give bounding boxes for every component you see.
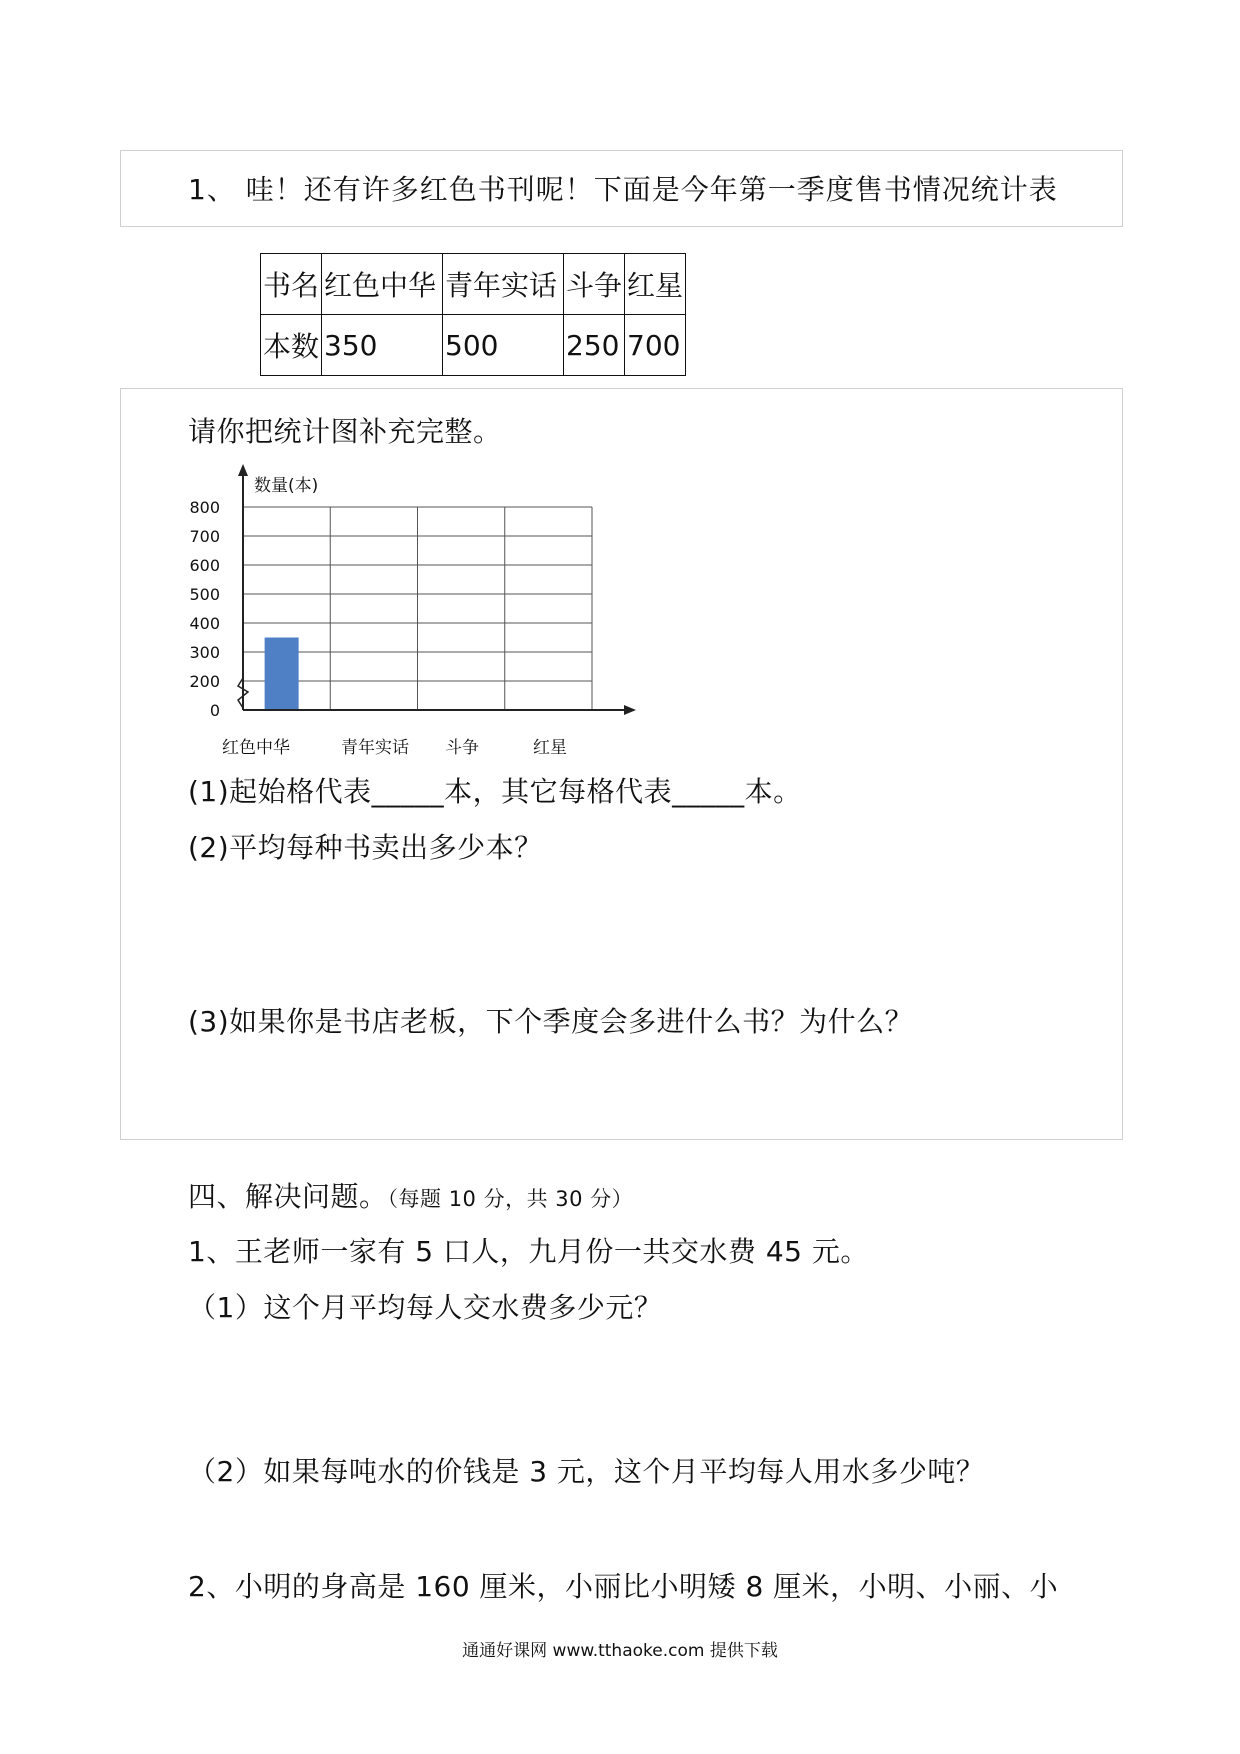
x-axis-arrow-icon	[624, 705, 636, 715]
bar-chart	[180, 460, 660, 760]
footer-text: 通通好课网 www.tthaoke.com 提供下载	[462, 1641, 778, 1661]
table-cell: 书名	[261, 254, 322, 315]
y-tick-label: 700	[189, 527, 220, 546]
y-tick-label: 600	[189, 556, 220, 575]
problem-2: 2、小明的身高是 160 厘米，小丽比小明矮 8 厘米，小明、小丽、小	[188, 1570, 1059, 1603]
q1-title: 1、 哇！还有许多红色书刊呢！下面是今年第一季度售书情况统计表	[188, 173, 1058, 206]
table-cell: 250	[564, 315, 625, 376]
table-row	[261, 315, 686, 376]
book-sales-table	[260, 253, 686, 376]
table-cell: 本数	[261, 315, 322, 376]
section4-heading-text: 四、解决问题。	[188, 1180, 388, 1213]
table-cell: 700	[625, 315, 686, 376]
table-row	[261, 254, 686, 315]
x-category-label: 红色中华	[222, 738, 290, 758]
table-cell: 红星	[625, 254, 686, 315]
table-cell: 350	[322, 315, 443, 376]
section4-heading-note: （每题 10 分，共 30 分）	[387, 1187, 634, 1211]
problem-1-q1: （1）这个月平均每人交水费多少元？	[188, 1291, 663, 1324]
x-category-label: 斗争	[445, 738, 479, 758]
table-cell: 红色中华	[322, 254, 443, 315]
y-tick-label: 200	[189, 672, 220, 691]
chart-y-ticks	[189, 498, 220, 720]
y-axis-label: 数量(本)	[254, 476, 319, 496]
bar	[265, 638, 299, 711]
chart-bars	[265, 638, 299, 711]
sub-question-1: (1)起始格代表_____本，其它每格代表_____本。	[188, 775, 802, 808]
chart-categories	[222, 737, 567, 758]
section4-heading	[188, 1175, 633, 1215]
x-category-label: 青年实话	[341, 738, 409, 758]
table-cell: 青年实话	[443, 254, 564, 315]
table-cell: 500	[443, 315, 564, 376]
sub-question-2: (2)平均每种书卖出多少本？	[188, 831, 543, 864]
y-tick-label: 800	[189, 498, 220, 517]
y-axis-arrow-icon	[238, 464, 248, 476]
sub-question-3: (3)如果你是书店老板，下个季度会多进什么书？为什么？	[188, 1005, 914, 1038]
x-category-label: 红星	[533, 738, 567, 758]
y-tick-label: 300	[189, 643, 220, 662]
y-tick-label: 500	[189, 585, 220, 604]
chart-instruction: 请你把统计图补充完整。	[188, 415, 502, 448]
table-cell: 斗争	[564, 254, 625, 315]
problem-1: 1、王老师一家有 5 口人，九月份一共交水费 45 元。	[188, 1235, 869, 1268]
y-tick-label: 400	[189, 614, 220, 633]
problem-1-q2: （2）如果每吨水的价钱是 3 元，这个月平均每人用水多少吨？	[188, 1455, 985, 1488]
y-tick-label: 0	[209, 701, 220, 720]
